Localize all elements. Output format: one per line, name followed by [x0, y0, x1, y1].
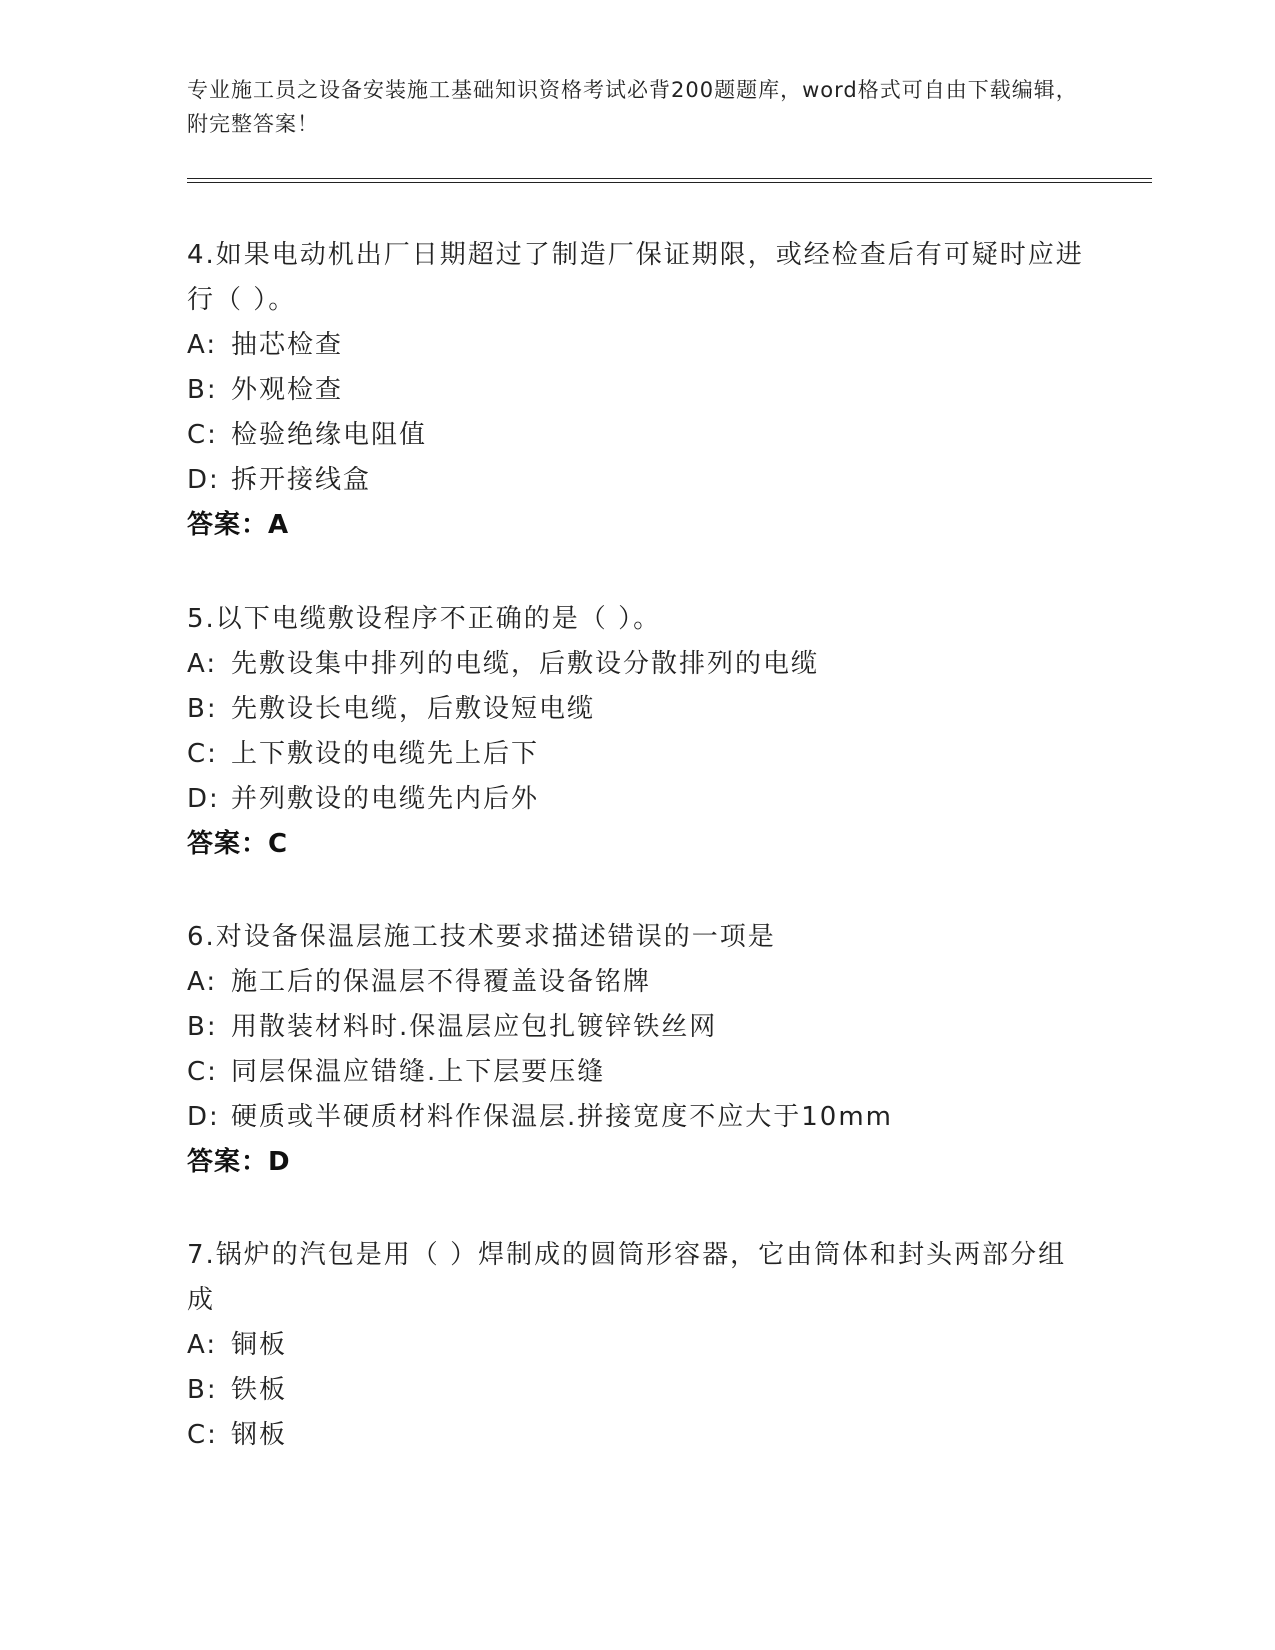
option-text: 钢板: [231, 1420, 288, 1450]
question-block: [187, 233, 1087, 548]
option-text: 铜板: [231, 1330, 288, 1360]
answer-line: 答案：A: [187, 510, 290, 540]
option-letter: B:: [187, 1012, 218, 1042]
option-text: 先敷设长电缆，后敷设短电缆: [231, 694, 596, 724]
option-letter: A:: [187, 967, 218, 997]
question-block: [187, 915, 1087, 1185]
answer-line: 答案：C: [187, 829, 289, 859]
option-letter: D:: [187, 465, 220, 495]
option-text: 抽芯检查: [231, 330, 344, 360]
option-text: 外观检查: [231, 375, 344, 405]
question-block: [187, 597, 1087, 867]
option-letter: B:: [187, 375, 218, 405]
option-letter: A:: [187, 330, 218, 360]
option-letter: B:: [187, 694, 218, 724]
option-c: [187, 732, 1087, 777]
option-c: [187, 1050, 1087, 1095]
option-letter: A:: [187, 649, 218, 679]
option-text: 拆开接线盒: [231, 465, 372, 495]
option-letter: C:: [187, 420, 218, 450]
option-text: 同层保温应错缝.上下层要压缝: [231, 1057, 606, 1087]
option-letter: B:: [187, 1375, 218, 1405]
question-stem: 6.对设备保温层施工技术要求描述错误的一项是: [187, 922, 776, 952]
option-a: [187, 323, 1087, 368]
option-text: 硬质或半硬质材料作保温层.拼接宽度不应大于10mm: [231, 1102, 894, 1132]
answer-line: 答案：D: [187, 1147, 291, 1177]
option-text: 先敷设集中排列的电缆，后敷设分散排列的电缆: [231, 649, 820, 679]
option-b: [187, 368, 1087, 413]
option-letter: C:: [187, 1420, 218, 1450]
option-b: [187, 687, 1087, 732]
option-text: 用散装材料时.保温层应包扎镀锌铁丝网: [231, 1012, 718, 1042]
option-d: [187, 458, 1087, 503]
option-text: 铁板: [231, 1375, 288, 1405]
question-stem: 4.如果电动机出厂日期超过了制造厂保证期限，或经检查后有可疑时应进行（ ）。: [187, 240, 1084, 315]
header-rule-top: [187, 178, 1152, 179]
option-a: [187, 1323, 1087, 1368]
option-letter: D:: [187, 784, 220, 814]
option-d: [187, 1095, 1087, 1140]
option-letter: D:: [187, 1102, 220, 1132]
option-text: 施工后的保温层不得覆盖设备铭牌: [231, 967, 652, 997]
option-letter: C:: [187, 739, 218, 769]
option-d: [187, 777, 1087, 822]
option-a: [187, 642, 1087, 687]
question-stem: 7.锅炉的汽包是用（ ）焊制成的圆筒形容器，它由筒体和封头两部分组成: [187, 1240, 1067, 1315]
option-text: 上下敷设的电缆先上后下: [231, 739, 540, 769]
option-letter: A:: [187, 1330, 218, 1360]
question-stem: 5.以下电缆敷设程序不正确的是（ ）。: [187, 604, 662, 634]
option-b: [187, 1368, 1087, 1413]
option-text: 检验绝缘电阻值: [231, 420, 428, 450]
option-text: 并列敷设的电缆先内后外: [231, 784, 540, 814]
option-letter: C:: [187, 1057, 218, 1087]
question-block: [187, 1233, 1087, 1458]
option-c: [187, 1413, 1087, 1458]
option-b: [187, 1005, 1087, 1050]
document-header-title: 专业施工员之设备安装施工基础知识资格考试必背200题题库，word格式可自由下载编辑，附完整答案！: [187, 78, 1078, 136]
option-c: [187, 413, 1087, 458]
header-rule-bottom: [187, 182, 1152, 183]
option-a: [187, 960, 1087, 1005]
